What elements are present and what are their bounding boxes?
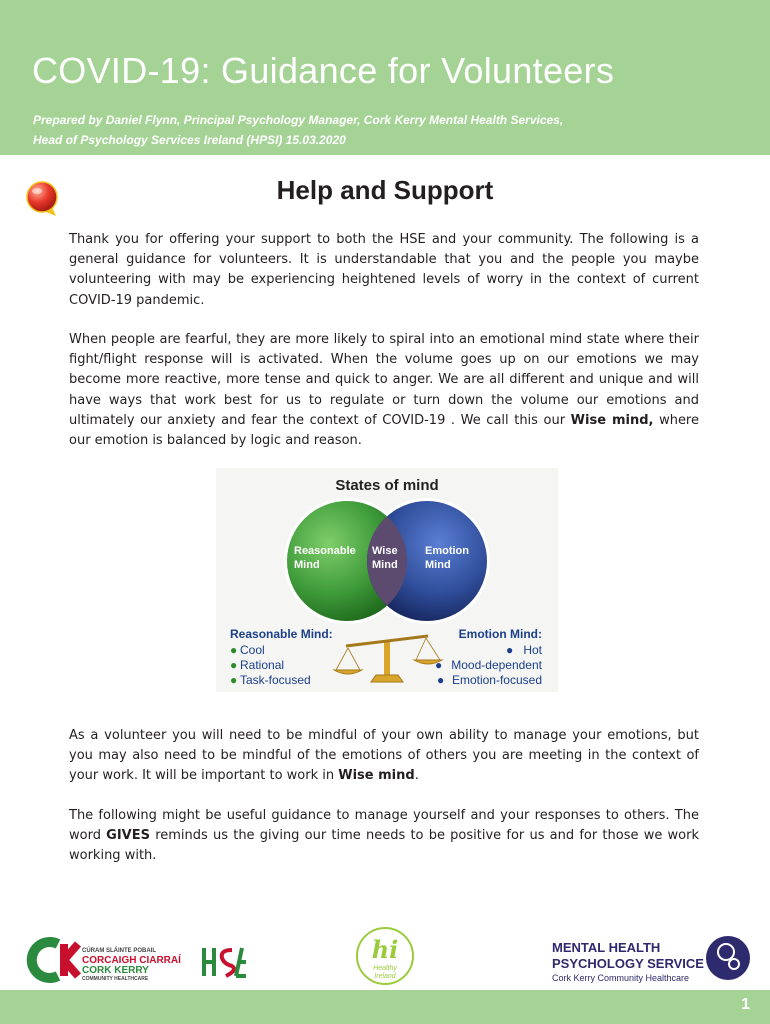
mhps-line3: Cork Kerry Community Healthcare — [552, 973, 690, 983]
author-line-1: Prepared by Daniel Flynn, Principal Psychology Manager, Cork Kerry Mental Health Services, — [33, 113, 564, 127]
right-item-hot: Hot — [523, 643, 542, 657]
cork-logo-line3: CORK KERRY — [82, 965, 149, 976]
gives-paragraph — [69, 806, 699, 867]
right-item-emotion: Emotion-focused — [451, 673, 542, 687]
hi-sub-1: Healthy — [373, 965, 397, 972]
volunteer-paragraph — [69, 726, 699, 787]
left-list-title: Reasonable Mind: — [230, 627, 333, 641]
intro-paragraph: Thank you for offering your support to both the HSE and your community. The following is a general guidance for volunteers. It is understandable that you and the people you maybe volunteering with may be experiencing heightened levels of worry in the context of current COVID-19 pandemic. — [69, 232, 699, 308]
states-of-mind-diagram — [216, 468, 558, 692]
mhps-line2: PSYCHOLOGY SERVICE — [552, 956, 704, 971]
cork-logo-line2: CORCAIGH CIARRAÍ — [82, 955, 181, 966]
p3-bold: Wise mind — [338, 768, 415, 784]
p3-text-a: As a volunteer you will need to be mindful of your own ability to manage your emotions, but you may also need to be mindful of the emotions of others you are meeting in the context of your work. It will be important to work in — [69, 728, 699, 784]
reasonable-label-2: Mind — [294, 559, 320, 571]
states-of-mind-figure — [216, 468, 558, 692]
p2-bold: Wise mind, — [570, 412, 654, 428]
left-bullet-3: ● — [230, 673, 238, 687]
p4-text-a: The following might be useful guidance to manage yourself and your responses to others. The word — [69, 808, 699, 844]
left-item-task: Task-focused — [240, 673, 311, 687]
p4-bold: GIVES — [106, 828, 150, 844]
left-bullet-2: ● — [230, 658, 238, 672]
hi-sub-2: Ireland — [374, 973, 396, 980]
left-item-rational: Rational — [240, 658, 285, 672]
p2-text-b: where our emotion is balanced by logic and reason. — [69, 412, 699, 449]
right-bullet-2: ● — [435, 658, 443, 672]
hi-text: hi — [371, 935, 399, 964]
scales-icon — [334, 636, 442, 682]
mental-health-psychology-service-logo — [552, 936, 750, 983]
figure-title: States of mind — [335, 477, 439, 494]
right-list-title: Emotion Mind: — [458, 627, 542, 641]
left-bullet-1: ● — [230, 643, 238, 657]
cork-logo-line4: COMMUNITY HEALTHCARE — [82, 976, 149, 982]
right-bullet-1: ● — [506, 643, 514, 657]
page-number: 1 — [741, 996, 750, 1013]
right-item-mood: Mood-dependent — [451, 658, 542, 672]
section-heading: Help and Support — [276, 175, 494, 205]
healthy-ireland-logo — [357, 928, 413, 984]
emotion-label-1: Emotion — [425, 545, 469, 557]
wise-label-1: Wise — [372, 545, 398, 557]
author-line — [33, 110, 733, 150]
hse-logo — [204, 948, 246, 976]
footer-band — [0, 990, 770, 1024]
cork-logo-line1: CÚRAM SLÁINTE POBAIL — [82, 948, 156, 954]
author-line-2: Head of Psychology Services Ireland (HPSI) 15.03.2020 — [33, 133, 346, 147]
left-item-cool: Cool — [240, 643, 265, 657]
head-gears-icon — [706, 936, 750, 980]
fear-paragraph — [69, 330, 699, 451]
footer-logos — [0, 920, 770, 990]
cork-kerry-community-healthcare-logo — [32, 942, 181, 982]
wise-label-2: Mind — [372, 559, 398, 571]
p3-text-b: . — [414, 768, 419, 784]
mhps-line1: MENTAL HEALTH — [552, 940, 661, 955]
p4-text-b: reminds us the giving our time needs to be positive for us and for those we work working with. — [69, 828, 699, 864]
p2-text-a: When people are fearful, they are more likely to spiral into an emotional mind state where their fight/flight response will is activated. When the volume goes up on our emotions we may become more reactive, more tense and quick to anger. We are all different and unique and will have ways that work best for us to regulate or turn down the volume our emotions and ultimately our anxiety and fear the context of COVID-19 . We call this our — [69, 332, 699, 428]
right-bullet-3: ● — [437, 673, 445, 687]
reasonable-label-1: Reasonable — [294, 545, 356, 557]
emotion-label-2: Mind — [425, 559, 451, 571]
document-title: COVID-19: Guidance for Volunteers — [32, 50, 615, 91]
